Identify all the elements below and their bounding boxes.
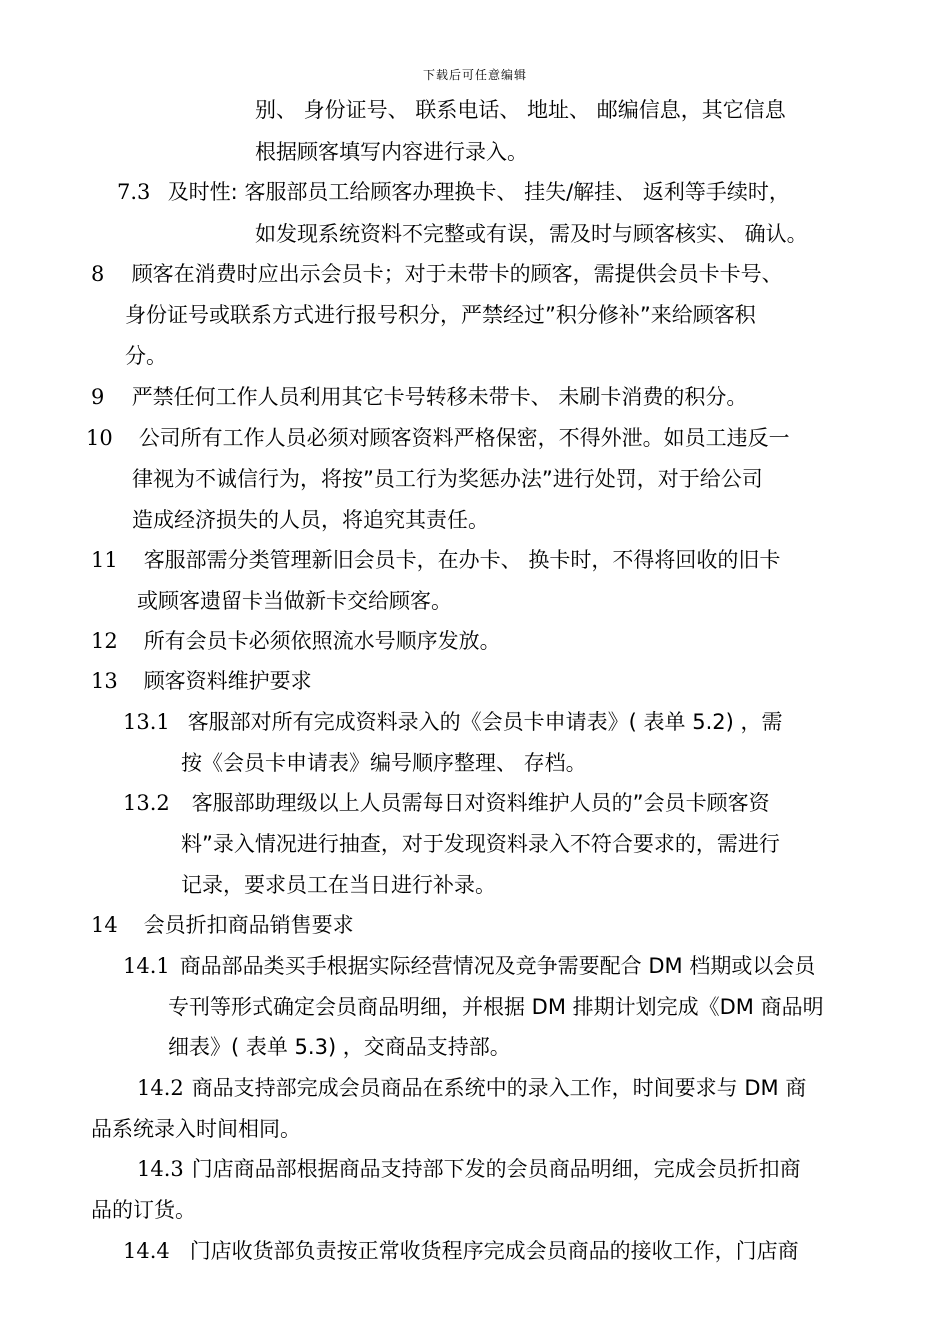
- line-number: 13: [91, 669, 118, 693]
- text-line: [137, 1155, 801, 1183]
- line-number: 14.1: [123, 954, 170, 978]
- line-text: 门店商品部根据商品支持部下发的会员商品明细，完成会员折扣商: [191, 1157, 801, 1181]
- line-text: 根据顾客填写内容进行录入。: [255, 140, 528, 164]
- line-number: 8: [91, 262, 105, 286]
- text-line: [255, 138, 528, 166]
- page-header-note: 下载后可任意编辑: [422, 68, 527, 82]
- line-text: 公司所有工作人员必须对顾客资料严格保密，不得外泄。如员工违反一: [138, 426, 790, 450]
- line-text: 细表》( 表单 5.3) ，交商品支持部。: [168, 1035, 511, 1059]
- line-text: 身份证号或联系方式进行报号积分，严禁经过”积分修补”来给顾客积: [125, 303, 756, 327]
- line-text: 客服部对所有完成资料录入的《会员卡申请表》( 表单 5.2) ，需: [187, 710, 783, 734]
- line-number: 14.4: [123, 1239, 170, 1263]
- line-number: 10: [86, 426, 113, 450]
- text-line: [86, 424, 790, 452]
- line-text: 客服部需分类管理新旧会员卡，在办卡、 换卡时，不得将回收的旧卡: [143, 548, 781, 572]
- line-text: 品的订货。: [91, 1198, 196, 1222]
- text-line: [117, 178, 790, 206]
- line-number: 14.3: [137, 1157, 184, 1181]
- line-text: 品系统录入时间相同。: [91, 1117, 301, 1141]
- text-line: [168, 993, 824, 1021]
- text-line: [123, 708, 783, 736]
- text-line: [255, 96, 786, 124]
- line-text: 料”录入情况进行抽查，对于发现资料录入不符合要求的，需进行: [181, 832, 780, 856]
- line-number: 11: [91, 548, 118, 572]
- text-line: [123, 789, 770, 817]
- text-line: [91, 667, 312, 695]
- text-line: [181, 749, 587, 777]
- line-text: 客服部助理级以上人员需每日对资料维护人员的”会员卡顾客资: [191, 791, 770, 815]
- line-text: 商品部品类买手根据实际经营情况及竞争需要配合 DM 档期或以会员: [179, 954, 816, 978]
- text-line: [91, 627, 501, 655]
- text-line: [168, 1033, 511, 1061]
- line-text: 记录，要求员工在当日进行补录。: [181, 873, 496, 897]
- line-text: 分。: [125, 344, 167, 368]
- text-line: [91, 383, 747, 411]
- line-text: 商品支持部完成会员商品在系统中的录入工作，时间要求与 DM 商: [191, 1076, 807, 1100]
- line-text: 造成经济损失的人员，将追究其责任。: [132, 508, 489, 532]
- text-line: [181, 830, 780, 858]
- line-number: 13.2: [123, 791, 170, 815]
- line-text: 如发现系统资料不完整或有误，需及时与顾客核实、 确认。: [255, 222, 808, 246]
- text-line: [132, 506, 489, 534]
- line-text: 别、 身份证号、 联系电话、 地址、 邮编信息，其它信息: [255, 98, 786, 122]
- line-number: 9: [91, 385, 105, 409]
- line-text: 顾客资料维护要求: [143, 669, 312, 693]
- text-line: [91, 1196, 196, 1224]
- line-number: 14: [91, 913, 118, 937]
- text-line: [91, 911, 354, 939]
- line-text: 顾客在消费时应出示会员卡；对于未带卡的顾客，需提供会员卡卡号、: [131, 262, 783, 286]
- line-text: 门店收货部负责按正常收货程序完成会员商品的接收工作，门店商: [189, 1239, 799, 1263]
- text-line: [181, 871, 496, 899]
- text-line: [132, 465, 763, 493]
- line-number: 13.1: [123, 710, 170, 734]
- line-text: 所有会员卡必须依照流水号顺序发放。: [143, 629, 501, 653]
- line-number: 12: [91, 629, 118, 653]
- line-text: 或顾客遗留卡当做新卡交给顾客。: [137, 589, 452, 613]
- line-text: 专刊等形式确定会员商品明细，并根据 DM 排期计划完成《DM 商品明: [168, 995, 824, 1019]
- text-line: [91, 546, 780, 574]
- text-line: [137, 587, 452, 615]
- text-line: [91, 260, 783, 288]
- line-text: 按《会员卡申请表》编号顺序整理、 存档。: [181, 751, 587, 775]
- text-line: [125, 342, 167, 370]
- line-text: 会员折扣商品销售要求: [143, 913, 354, 937]
- line-text: 严禁任何工作人员利用其它卡号转移未带卡、 未刷卡消费的积分。: [131, 385, 748, 409]
- text-line: [91, 1115, 301, 1143]
- text-line: [123, 952, 815, 980]
- line-number: 7.3: [117, 180, 151, 204]
- text-line: [123, 1237, 799, 1265]
- text-line: [255, 220, 808, 248]
- line-text: 及时性: 客服部员工给顾客办理换卡、 挂失/解挂、 返利等手续时，: [167, 180, 790, 204]
- text-line: [125, 301, 756, 329]
- text-line: [137, 1074, 806, 1102]
- line-text: 律视为不诚信行为，将按”员工行为奖惩办法”进行处罚，对于给公司: [132, 467, 763, 491]
- line-number: 14.2: [137, 1076, 184, 1100]
